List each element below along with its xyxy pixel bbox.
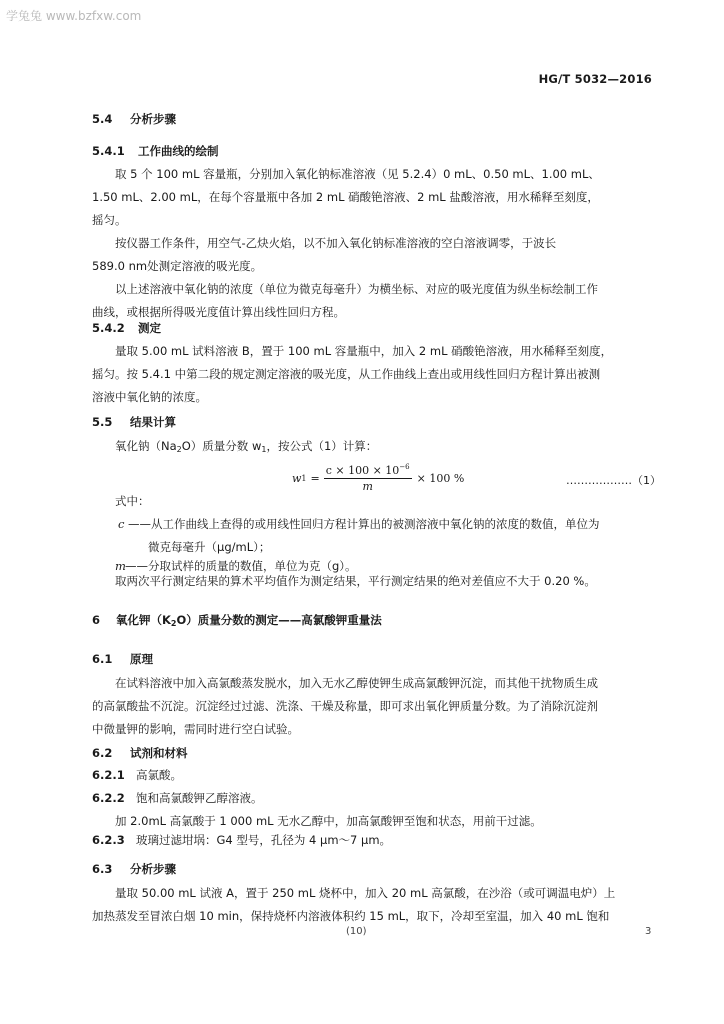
section-title: 分析步骤 <box>130 862 176 876</box>
section-title: 原理 <box>130 652 153 666</box>
section-number: 6.3 <box>92 862 113 876</box>
paragraph-6-1 <box>92 672 658 741</box>
item-text: 饱和高氯酸钾乙醇溶液。 <box>136 791 263 805</box>
section-number: 5.4.2 <box>92 321 125 335</box>
standard-number: HG/T 5032—2016 <box>538 72 652 86</box>
formula-1 <box>292 462 464 494</box>
item-6-2-3 <box>92 829 391 852</box>
subscript: 2 <box>170 619 177 628</box>
text-line: 量取 50.00 mL 试液 A，置于 250 mL 烧杯中，加入 20 mL 高氯酸，在沙浴（或可调温电炉）上 <box>115 886 616 900</box>
section-number: 5.4 <box>92 112 113 126</box>
item-number: 6.2.1 <box>92 768 125 782</box>
section-number: 5.5 <box>92 415 113 429</box>
section-title-cont: O）质量分数的测定——高氯酸钾重量法 <box>176 613 382 627</box>
section-title: 试剂和材料 <box>130 746 188 760</box>
section-number: 6.1 <box>92 652 113 666</box>
subscript: 1 <box>261 445 267 454</box>
heading-5-5 <box>92 414 176 430</box>
text-line: 按仪器工作条件，用空气-乙炔火焰，以不加入氧化钠标准溶液的空白溶液调零，于波长 <box>115 236 557 250</box>
text-line: 摇匀。 <box>92 213 127 227</box>
text-line: 摇匀。按 5.4.1 中第二段的规定测定溶液的吸光度，从工作曲线上查出或用线性回归方程计算出被测 <box>92 367 601 381</box>
paragraph-6-3 <box>92 882 658 928</box>
heading-5-4 <box>92 111 176 127</box>
definition-c-line1: ——从工作曲线上查得的或用线性回归方程计算出的被测溶液中氧化钠的浓度的数值，单位为 <box>128 517 600 531</box>
item-6-2-2-detail: 加 2.0mL 高氯酸于 1 000 mL 无水乙醇中，加高氯酸钾至饱和状态，用前干过滤。 <box>115 814 542 828</box>
heading-6-3 <box>92 861 176 877</box>
fraction-denominator: m <box>362 480 373 493</box>
page-number: 3 <box>645 926 652 937</box>
formula-number: ………………（1） <box>566 474 661 487</box>
heading-6 <box>92 612 382 628</box>
section-number: 5.4.1 <box>92 144 125 158</box>
watermark: 学兔兔 www.bzfxw.com <box>6 9 142 23</box>
text-line: 1.50 mL、2.00 mL，在每个容量瓶中各加 2 mL 硝酸铯溶液、2 mL 盐酸溶液，用水稀释至刻度， <box>92 190 599 204</box>
paragraph-5-4-1-c <box>92 278 658 324</box>
text-line: 量取 5.00 mL 试料溶液 B，置于 100 mL 容量瓶中，加入 2 mL 硝酸铯溶液，用水稀释至刻度， <box>115 344 613 358</box>
text-line: 的高氯酸盐不沉淀。沉淀经过过滤、洗涤、干燥及称量，即可求出氧化钾质量分数。为了消除沉淀剂 <box>92 699 598 713</box>
definition-m: ——分取试样的质量的数值，单位为克（g）。 <box>125 559 357 573</box>
item-6-2-2 <box>92 787 263 810</box>
text-line: 溶液中氧化钠的浓度。 <box>92 390 207 404</box>
footer-code: (10) <box>346 926 367 937</box>
calc-intro <box>115 435 377 461</box>
text: O）质量分数 w <box>181 439 262 453</box>
item-6-2-1 <box>92 764 182 787</box>
text-line: 以上述溶液中氧化钠的浓度（单位为微克每毫升）为横坐标、对应的吸光度值为纵坐标绘制工作 <box>115 282 598 296</box>
text-line: 在试料溶液中加入高氯酸蒸发脱水，加入无水乙醇使钾生成高氯酸钾沉淀，而其他干扰物质生成 <box>115 676 598 690</box>
text-line: 曲线，或根据所得吸光度值计算出线性回归方程。 <box>92 305 345 319</box>
subscript: 2 <box>176 445 182 454</box>
result-statement: 取两次平行测定结果的算术平均值作为测定结果，平行测定结果的绝对差值应不大于 0.20 %。 <box>115 574 596 588</box>
fraction-numerator <box>324 463 412 479</box>
numerator-exponent: −6 <box>399 463 410 471</box>
section-title: 测定 <box>138 321 161 335</box>
paragraph-5-4-1-a <box>92 163 658 232</box>
item-number: 6.2.3 <box>92 833 125 847</box>
item-text: 高氯酸。 <box>136 768 182 782</box>
text-line: 中微量钾的影响，需同时进行空白试验。 <box>92 722 299 736</box>
section-title: 工作曲线的绘制 <box>138 144 219 158</box>
item-number: 6.2.2 <box>92 791 125 805</box>
paragraph-5-4-1-b <box>92 232 658 278</box>
formula-lhs-subscript: 1 <box>301 473 307 483</box>
section-title: 结果计算 <box>130 415 176 429</box>
definition-c-line2: 微克每毫升（μg/mL）； <box>148 540 271 554</box>
formula-lhs: w <box>292 471 302 485</box>
section-number: 6 <box>92 613 101 627</box>
where-label: 式中： <box>115 494 150 508</box>
equals-sign: = <box>310 471 320 485</box>
heading-5-4-2 <box>92 320 161 336</box>
heading-5-4-1 <box>92 143 219 159</box>
numerator-text: c × 100 × 10 <box>325 464 400 477</box>
heading-6-1 <box>92 651 153 667</box>
paragraph-5-4-2 <box>92 340 658 409</box>
fraction <box>324 463 412 493</box>
text-line: 加热蒸发至冒浓白烟 10 min，保持烧杯内溶液体积约 15 mL，取下，冷却至室温，加入 40 mL 饱和 <box>92 909 610 923</box>
item-text: 玻璃过滤坩埚：G4 型号，孔径为 4 μm～7 μm。 <box>136 833 392 847</box>
section-title: 分析步骤 <box>130 112 176 126</box>
text: ，按公式（1）计算： <box>266 439 378 453</box>
text-line: 取 5 个 100 mL 容量瓶，分别加入氧化钠标准溶液（见 5.2.4）0 mL、0.50 mL、1.00 mL、 <box>115 167 600 181</box>
text-line: 589.0 nm处测定溶液的吸光度。 <box>92 259 263 273</box>
formula-tail: × 100 % <box>416 471 465 485</box>
section-number: 6.2 <box>92 746 113 760</box>
symbol-m: m <box>115 559 126 573</box>
text: 氧化钠（Na <box>115 439 177 453</box>
symbol-c: c <box>118 517 125 531</box>
section-title: 氧化钾（K <box>116 613 171 627</box>
heading-6-2 <box>92 745 188 761</box>
